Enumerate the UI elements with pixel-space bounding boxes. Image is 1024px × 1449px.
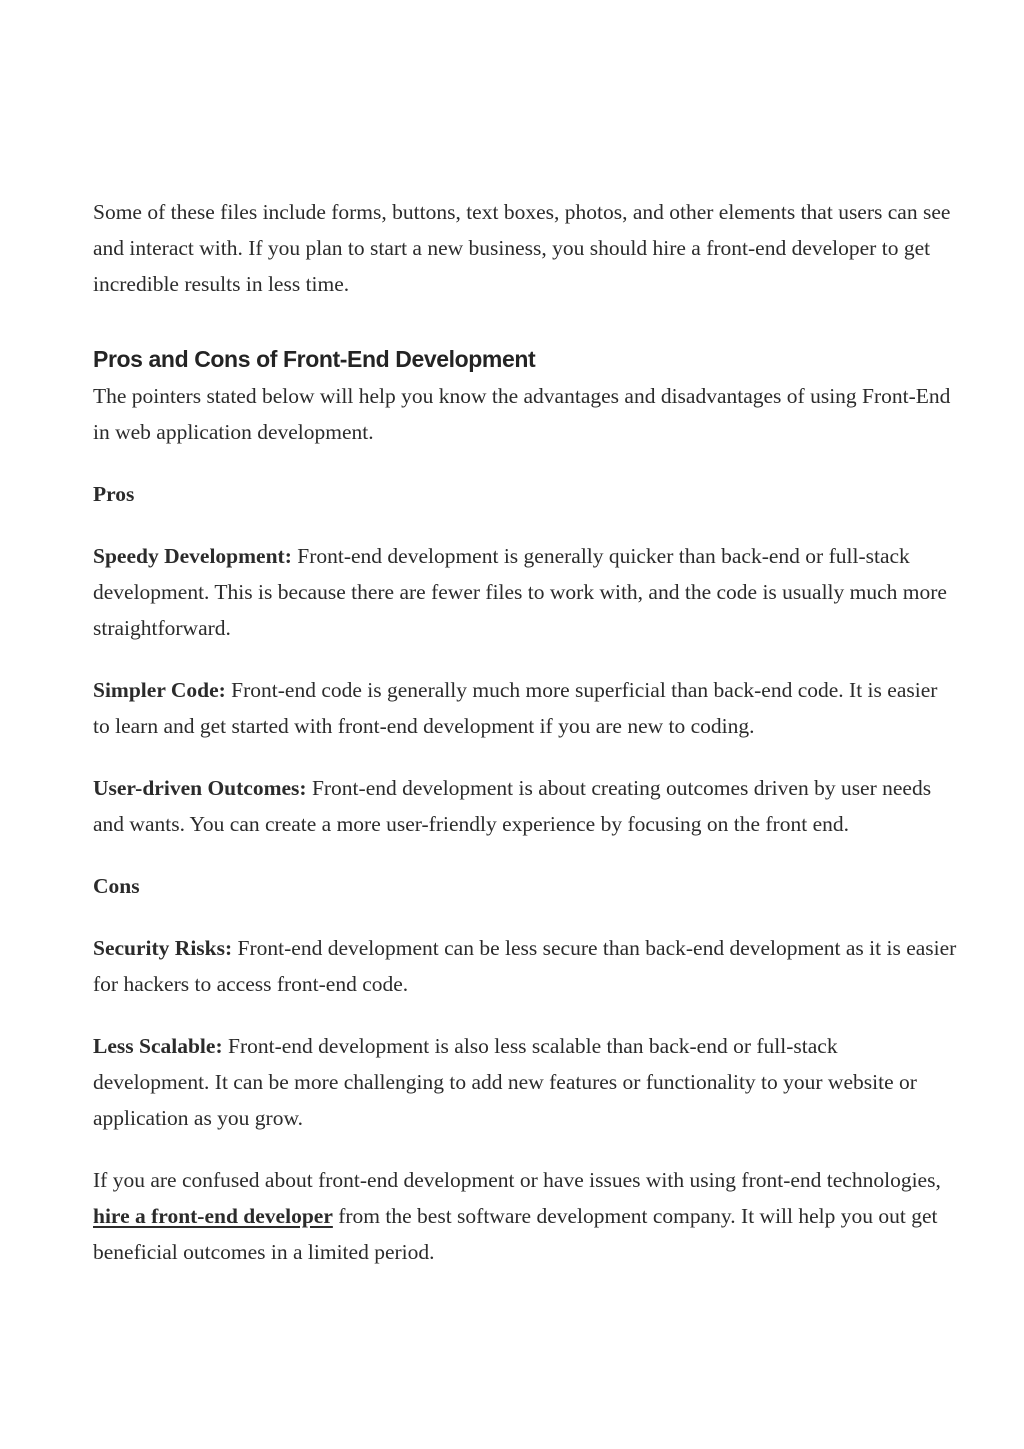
- pros-heading: Pros: [93, 482, 135, 506]
- cons-heading: Cons: [93, 874, 140, 898]
- pros-item-text: Front-end development is generally quicker than back-end or full-stack development. This is because there are fewer files to work with, and the code is usually much more straightforward.: [93, 544, 947, 640]
- cons-item: [93, 1028, 958, 1136]
- pros-item-label: Simpler Code:: [93, 678, 226, 702]
- pros-item-text: Front-end code is generally much more superficial than back-end code. It is easier to learn and get started with front-end development if you are new to coding.: [93, 678, 938, 738]
- section-heading: Pros and Cons of Front-End Development: [93, 346, 536, 372]
- cons-item-text: Front-end development is also less scalable than back-end or full-stack development. It can be more challenging to add new features or functionality to your website or application as you grow.: [93, 1034, 917, 1130]
- closing-text-after: from the best software development company. It will help you out get beneficial outcomes in a limited period.: [93, 1204, 938, 1264]
- pros-item: [93, 770, 958, 842]
- cons-item: [93, 930, 958, 1002]
- section-intro-paragraph: The pointers stated below will help you know the advantages and disadvantages of using Front-End in web application development.: [93, 384, 951, 444]
- cons-item-text: Front-end development can be less secure than back-end development as it is easier for hackers to access front-end code.: [93, 936, 957, 996]
- pros-item-text: Front-end development is about creating outcomes driven by user needs and wants. You can create a more user-friendly experience by focusing on the front end.: [93, 776, 932, 836]
- intro-paragraph: Some of these files include forms, buttons, text boxes, photos, and other elements that users can see and interact with. If you plan to start a new business, you should hire a front-end developer to get incredible results in less time.: [93, 200, 951, 296]
- article-content: [93, 194, 958, 1296]
- cons-item-label: Less Scalable:: [93, 1034, 223, 1058]
- pros-item-label: User-driven Outcomes:: [93, 776, 307, 800]
- pros-item-label: Speedy Development:: [93, 544, 292, 568]
- hire-developer-link[interactable]: hire a front-end developer: [93, 1204, 333, 1228]
- closing-text-before: If you are confused about front-end development or have issues with using front-end technologies,: [93, 1168, 941, 1192]
- pros-item: [93, 538, 958, 646]
- closing-paragraph: [93, 1162, 958, 1270]
- cons-item-label: Security Risks:: [93, 936, 233, 960]
- pros-item: [93, 672, 958, 744]
